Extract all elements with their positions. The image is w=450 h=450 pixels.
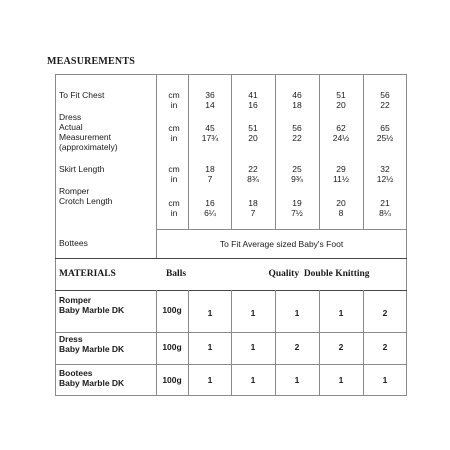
romper-yarn-s5: 2 (382, 308, 388, 318)
romper-label-2: Crotch Length (59, 196, 113, 206)
dress-s3-cm: 56 (292, 123, 302, 133)
chest-s5-in: 22 (380, 100, 390, 110)
dress-yarn-s1: 1 (207, 342, 213, 352)
chest-s2-cm: 41 (248, 90, 258, 100)
dress-yarn-s3: 2 (294, 342, 300, 352)
dress-yarn-s5: 2 (382, 342, 388, 352)
chest-s3-in: 18 (292, 100, 302, 110)
dress-yarn-name-2: Baby Marble DK (59, 344, 125, 354)
dress-yarn-weight: 100g (162, 342, 182, 352)
dress-s4-in: 24½ (332, 133, 350, 143)
dress-label-2: Actual (59, 122, 83, 132)
skirt-unit-in: in (170, 174, 178, 184)
bootees-yarn-s3: 1 (294, 375, 300, 385)
skirt-s3-in: 9¾ (291, 174, 303, 184)
chest-label: To Fit Chest (59, 90, 105, 100)
romper-s1-in: 6¼ (204, 208, 216, 218)
romper-unit-in: in (170, 208, 178, 218)
bootees-yarn-s2: 1 (250, 375, 256, 385)
chest-s4-in: 20 (336, 100, 346, 110)
dress-s5-in: 25½ (376, 133, 394, 143)
bootees-yarn-name-2: Baby Marble DK (59, 378, 125, 388)
dress-yarn-s2: 1 (250, 342, 256, 352)
dress-yarn-name-1: Dress (59, 334, 83, 344)
skirt-s2-in: 8¾ (247, 174, 259, 184)
chest-unit-in: in (170, 100, 178, 110)
skirt-s2-cm: 22 (248, 164, 258, 174)
romper-yarn-name-2: Baby Marble DK (59, 305, 125, 315)
sep-before-bootees (156, 229, 407, 230)
measurements-table (55, 74, 407, 396)
bootees-yarn-name-1: Bootees (59, 368, 93, 378)
romper-s4-cm: 20 (336, 198, 346, 208)
bootees-yarn-s4: 1 (338, 375, 344, 385)
balls-header: Balls (165, 269, 187, 279)
chest-s3-cm: 46 (292, 90, 302, 100)
bootees-yarn-s1: 1 (207, 375, 213, 385)
skirt-s1-cm: 18 (205, 164, 215, 174)
romper-s5-in: 8¼ (379, 208, 391, 218)
chest-s4-cm: 51 (336, 90, 346, 100)
dress-label-1: Dress (59, 112, 82, 122)
romper-s3-cm: 19 (292, 198, 302, 208)
romper-s2-in: 7 (250, 208, 256, 218)
bootees-note: To Fit Average sized Baby's Foot (219, 239, 344, 249)
romper-s1-cm: 16 (205, 198, 215, 208)
quality-header: Quality Double Knitting (268, 269, 370, 279)
romper-unit-cm: cm (168, 198, 180, 208)
romper-yarn-weight: 100g (162, 305, 182, 315)
romper-yarn-s4: 1 (338, 308, 344, 318)
dress-s4-cm: 62 (336, 123, 346, 133)
sep-before-materials (55, 258, 407, 259)
romper-s3-in: 7½ (291, 208, 303, 218)
skirt-label: Skirt Length (59, 164, 105, 174)
dress-s5-cm: 65 (380, 123, 390, 133)
dress-label-4: (approximately) (59, 142, 118, 152)
skirt-s3-cm: 25 (292, 164, 302, 174)
bootees-yarn-weight: 100g (162, 375, 182, 385)
romper-yarn-s3: 1 (294, 308, 300, 318)
bootees-yarn-s5: 1 (382, 375, 388, 385)
skirt-s4-cm: 29 (336, 164, 346, 174)
romper-yarn-s2: 1 (250, 308, 256, 318)
skirt-unit-cm: cm (168, 164, 180, 174)
dress-unit-cm: cm (168, 123, 180, 133)
bootees-label: Bottees (59, 238, 88, 248)
chest-s1-in: 14 (205, 100, 215, 110)
romper-s5-cm: 21 (380, 198, 390, 208)
dress-s2-in: 20 (248, 133, 258, 143)
romper-yarn-s1: 1 (207, 308, 213, 318)
romper-s4-in: 8 (338, 208, 344, 218)
materials-title: MATERIALS (59, 269, 116, 279)
romper-yarn-name-1: Romper (59, 295, 92, 305)
romper-label-1: Romper (59, 186, 90, 196)
dress-s2-cm: 51 (248, 123, 258, 133)
chest-s2-in: 16 (248, 100, 258, 110)
dress-yarn-s4: 2 (338, 342, 344, 352)
chest-s5-cm: 56 (380, 90, 390, 100)
dress-s3-in: 22 (292, 133, 302, 143)
dress-s1-in: 17¾ (201, 133, 219, 143)
romper-s2-cm: 18 (248, 198, 258, 208)
skirt-s5-in: 12½ (376, 174, 394, 184)
dress-label-3: Measurement (59, 132, 111, 142)
dress-unit-in: in (170, 133, 178, 143)
chest-s1-cm: 36 (205, 90, 215, 100)
chest-unit-cm: cm (168, 90, 180, 100)
skirt-s4-in: 11½ (333, 174, 349, 184)
skirt-s5-cm: 32 (380, 164, 390, 174)
measurements-title: MEASUREMENTS (47, 56, 135, 67)
skirt-s1-in: 7 (207, 174, 213, 184)
border-left (55, 74, 56, 396)
dress-s1-cm: 45 (205, 123, 215, 133)
